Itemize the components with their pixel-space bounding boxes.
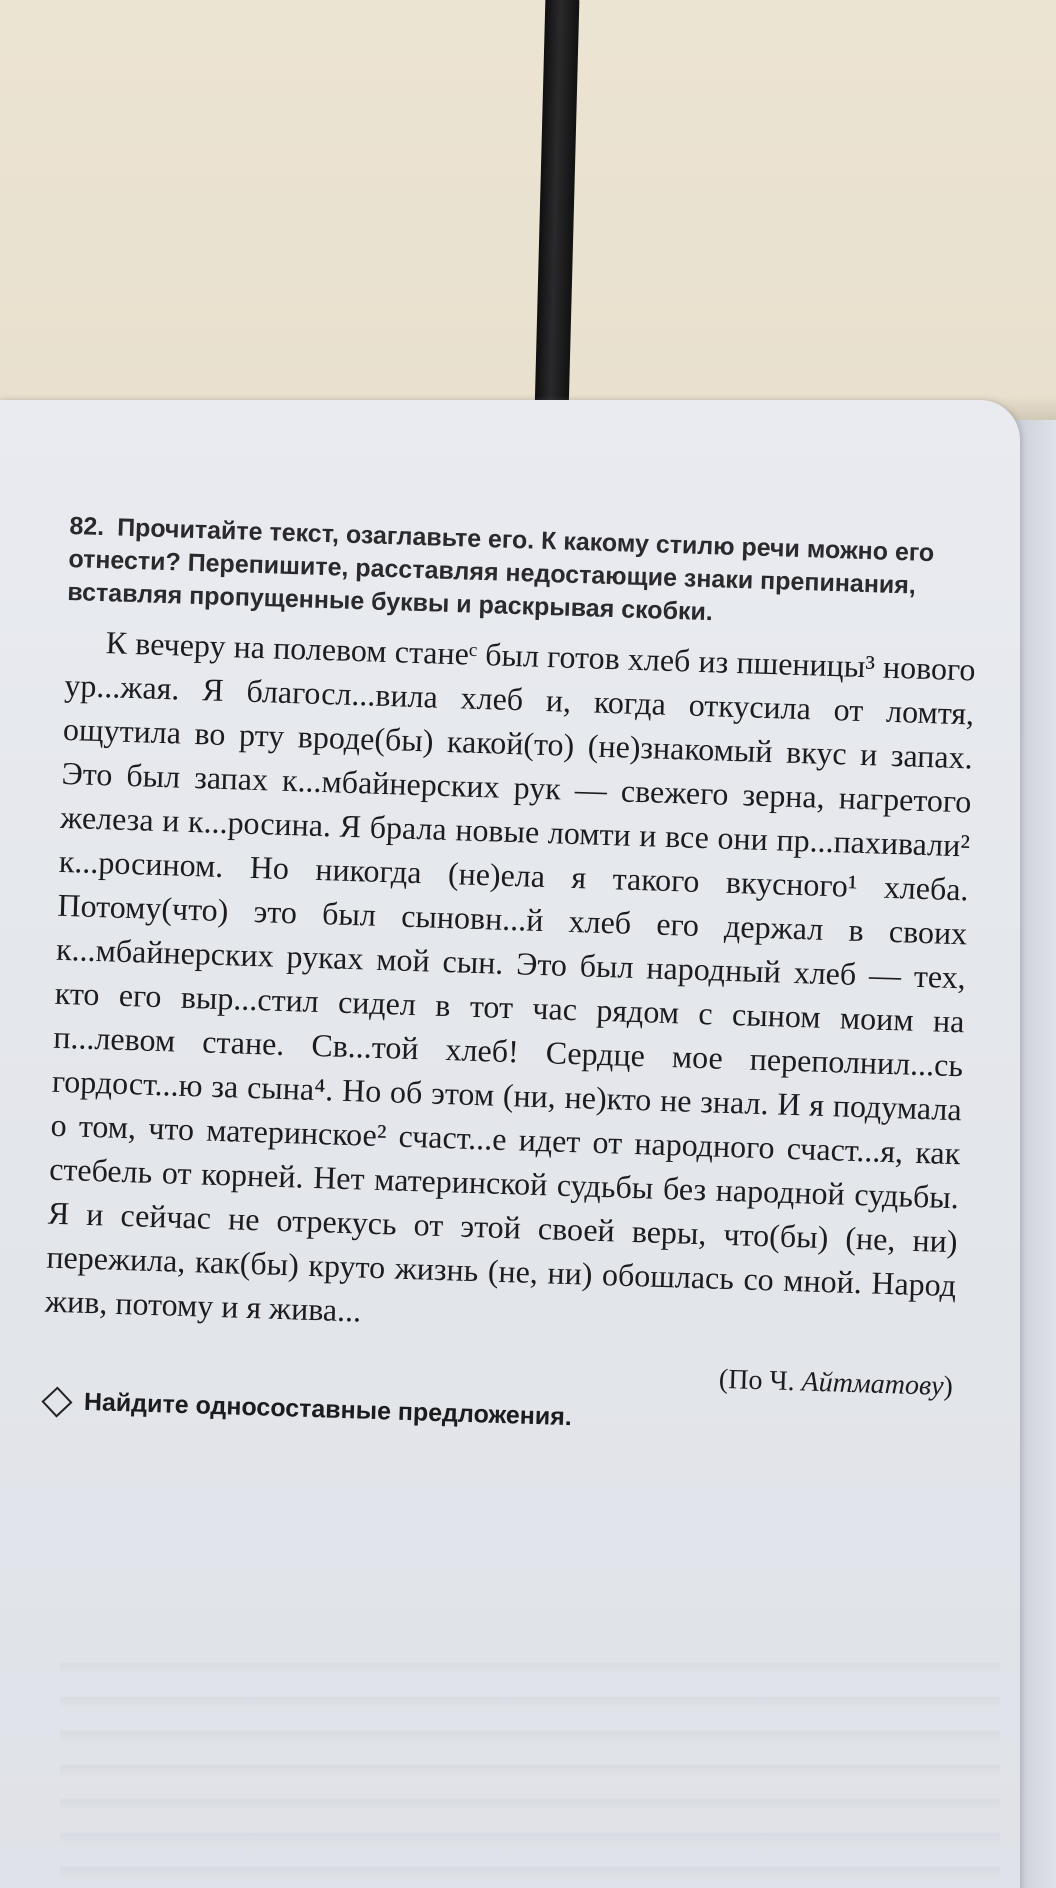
attribution-author: Айтматову	[801, 1366, 945, 1402]
bookmark-ribbon	[534, 0, 579, 420]
page-content	[42, 510, 980, 1444]
attribution-prefix: (По Ч.	[718, 1363, 803, 1398]
bleed-through-text	[60, 1640, 1000, 1888]
diamond-icon	[41, 1386, 72, 1417]
exercise-instruction-text: Прочитайте текст, озаглавьте его. К какому стилю речи можно его отнести? Перепишите, расставляя недостающие знаки препинания, вставляя пропущенные буквы и раскрывая скобки.	[66, 513, 935, 627]
text-paragraph: К вечеру на полевом станеᶜ был готов хлеб из пшеницы³ нового ур...жая. Я благосл...вила хлеб и, когда откусила от ломтя, ощутила во рту вроде(бы) какой(то) (не)знакомый вкус и запах. Это был запах к...мбайнерских рук — свежего зерна, нагретого железа и к...росина. Я брала новые ломти и все они пр...пахивали² к...росином. Но никогда (не)ела я такого вкусного¹ хлеба. Потому(что) это был сыновн...й хлеб его держал в своих к...мбайнерских руках мой сын. Это был народный хлеб — тех, кто его выр...стил сидел в тот час рядом с сыном моим на п...левом стане. Св...той хлеб! Сердце мое переполнил...сь гордост...ю за сына⁴. Но об этом (ни, не)кто не знал. И я подумала о том, что материнское² счаст...е идет от народного счаст...я, как стебель от корней. Нет материнской судьбы без народной судьбы. Я и сейчас не отрекусь от этой своей веры, что(бы) (не, ни) пережила, как(бы) круто жизнь (не, ни) обошлась со мной. Народ жив, потому и я жива...	[44, 624, 977, 1329]
exercise-number: 82.	[69, 511, 105, 542]
extra-task-label: Найдите односоставные предложения.	[83, 1387, 573, 1432]
exercise-text	[44, 619, 976, 1351]
attribution-suffix: )	[943, 1370, 954, 1403]
